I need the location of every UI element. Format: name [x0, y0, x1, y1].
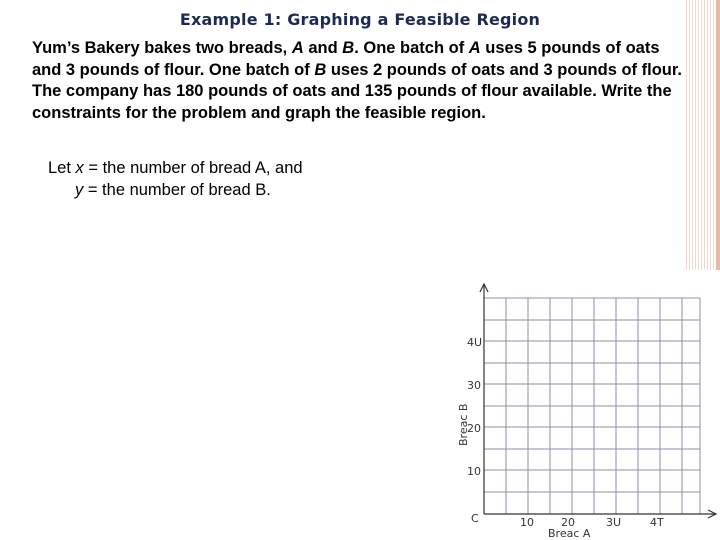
x-tick-label: 4T: [650, 516, 664, 529]
y-tick-label: 4U: [467, 336, 483, 349]
problem-text-4: uses 5 pounds of oats and 3 pounds of flour. One batch of: [32, 39, 660, 79]
bread-a-label: A: [468, 39, 481, 57]
problem-text-2: and: [303, 39, 343, 57]
grid-horizontal-lines: [484, 298, 700, 492]
problem-text-3: . One batch of: [354, 39, 469, 57]
bread-b-label: B: [314, 60, 327, 79]
problem-text-5: uses 2 pounds of oats and 3 pounds of flour. The company has 180 pounds of oats and 135 pounds of flour available. Write the constraints for the problem and graph the feasible region.: [32, 60, 682, 122]
x-axis-label: Breac A: [548, 527, 591, 540]
bread-b-label: B: [342, 39, 355, 57]
y-tick-label: 30: [467, 379, 481, 392]
y-tick-label: 10: [467, 465, 481, 478]
slide-title: Example 1: Graphing a Feasible Region: [179, 10, 541, 29]
bread-a-label: A: [291, 39, 304, 57]
problem-text-1: Yum’s Bakery bakes two breads,: [32, 39, 292, 57]
var-x: x: [75, 159, 84, 177]
variable-definition-x: Let x = the number of bread A, and: [48, 159, 303, 177]
x-tick-label: 20: [561, 516, 575, 529]
x-tick-label: 3U: [606, 516, 622, 529]
x-tick-label: 10: [520, 516, 534, 529]
variable-definition-y: y = the number of bread B.: [75, 181, 271, 199]
y-axis-label: Breac B: [457, 403, 470, 446]
y-tick-label: 20: [467, 422, 481, 435]
y-tick-label: C: [471, 512, 479, 525]
var-y: y: [75, 181, 84, 199]
